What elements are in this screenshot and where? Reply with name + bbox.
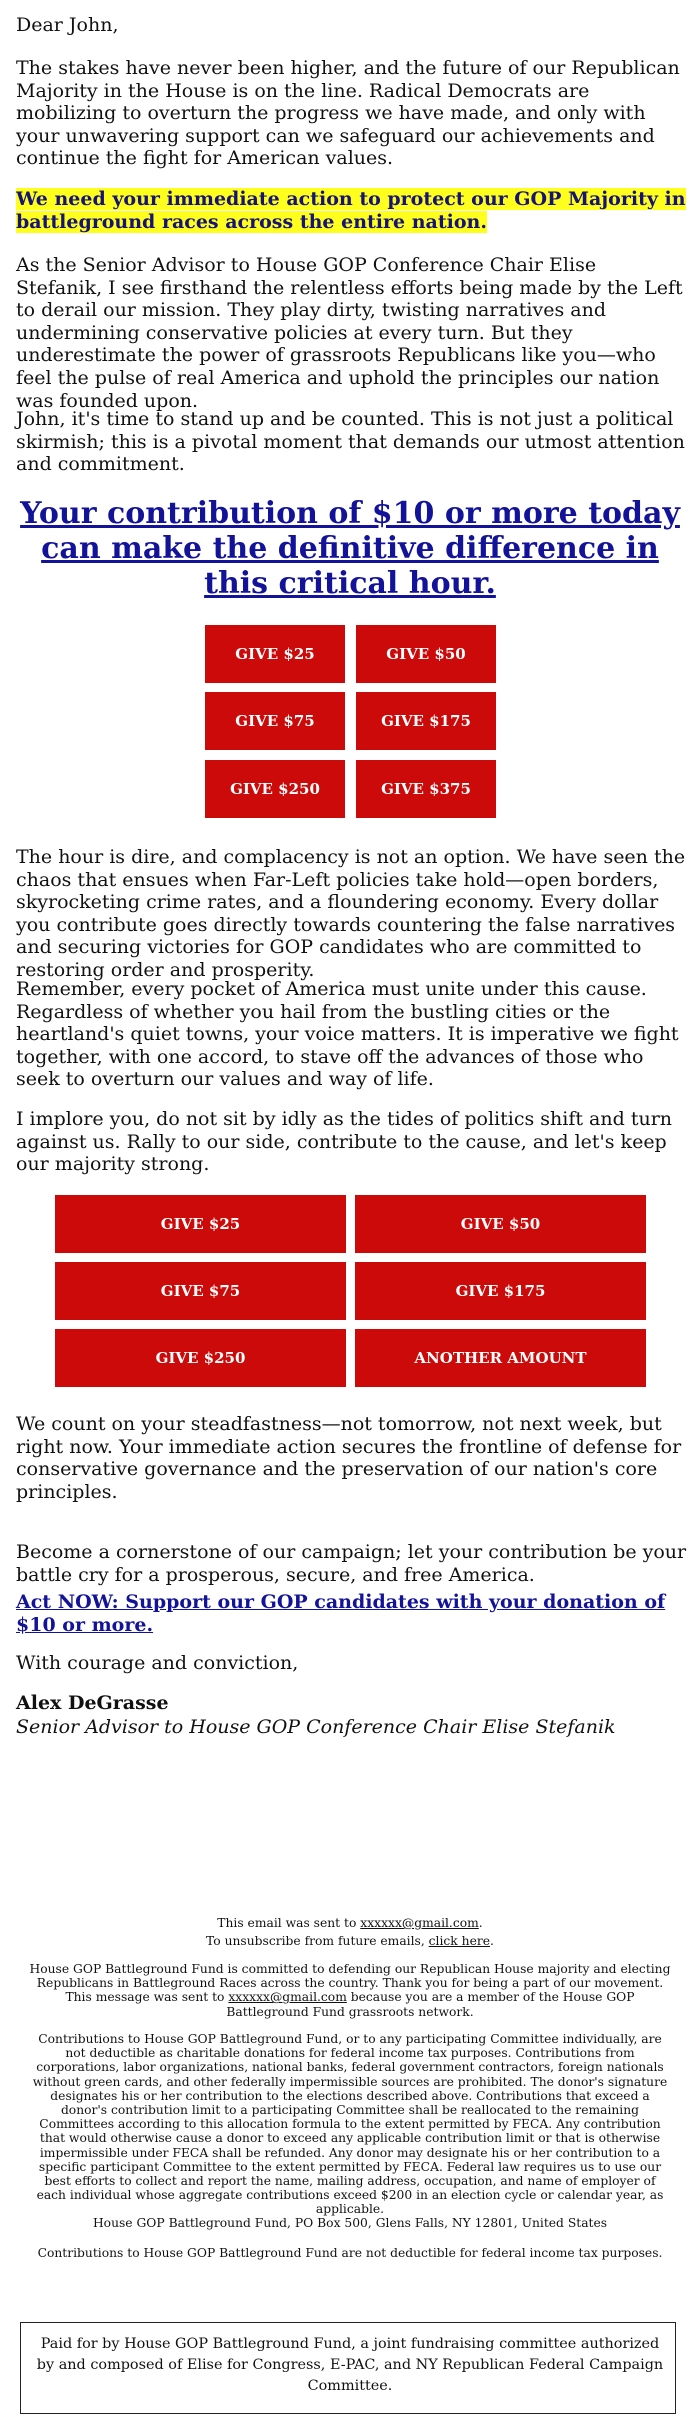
footer-mission-text: House GOP Battleground Fund is committed to defending our Republican House majority and electing Republicans in Battleground Races across the country. Thank you for being a part of our movement. This message was sent to	[29, 1962, 671, 2005]
paragraph-8: Become a cornerstone of our campaign; let your contribution be your battle cry for a prosperous, secure, and free America.	[16, 1541, 687, 1586]
give-375-button[interactable]: GIVE $375	[356, 760, 496, 818]
footer-unsub-prefix: To unsubscribe from future emails,	[206, 1934, 429, 1948]
paragraph-6: I implore you, do not sit by idly as the tides of politics shift and turn against us. Rally to our side, contribute to the cause, and let's keep our majority strong.	[16, 1108, 673, 1176]
give-50-button[interactable]: GIVE $50	[356, 625, 496, 683]
paragraph-2: As the Senior Advisor to House GOP Conference Chair Elise Stefanik, I see firsthand the relentless efforts being made by the Left to derail our mission. They play dirty, twisting narratives and undermining conservative policies at every turn. But they underestimate the power of grassroots Republicans like you—who feel the pulse of real America and uphold the principles our nation was founded upon.	[16, 254, 683, 412]
footer-mission-text-end: because you are a member of the House GOP Battleground Fund grassroots network.	[226, 1990, 635, 2019]
footer-unsub-suffix: .	[490, 1934, 494, 1948]
footer-sent-suffix: .	[478, 1916, 483, 1930]
footer-email-link[interactable]: xxxxxx@gmail.com	[360, 1916, 479, 1930]
paragraph-4: The hour is dire, and complacency is not an option. We have seen the chaos that ensues when Far-Left policies take hold—open borders, skyrocketing crime rates, and a floundering economy. Every dollar you contribute goes directly towards countering the false narratives and securing victories for GOP candidates who are committed to restoring order and prosperity.	[16, 846, 686, 981]
paid-for-text: Paid for by House GOP Battleground Fund, a joint fundraising committee authorized by and composed of Elise for Congress, E-PAC, and NY Republican Federal Campaign Committee.	[36, 2336, 664, 2394]
contribution-headline-link[interactable]: Your contribution of $10 or more today can make the definitive difference in this critical hour.	[20, 496, 680, 601]
signature-name: Alex DeGrasse	[16, 1692, 169, 1714]
act-now-link[interactable]: Act NOW: Support our GOP candidates with your donation of $10 or more.	[16, 1591, 666, 1636]
give-25-button[interactable]: GIVE $25	[205, 625, 345, 683]
give-175-button[interactable]: GIVE $175	[356, 692, 496, 750]
highlight-text: We need your immediate action to protect our GOP Majority in battleground races across the entire nation.	[16, 188, 686, 233]
footer-mission-email-link[interactable]: xxxxxx@gmail.com	[228, 1990, 347, 2005]
footer-mission	[28, 1962, 672, 2019]
footer-address: House GOP Battleground Fund, PO Box 500, Glens Falls, NY 12801, United States	[92, 2216, 608, 2230]
give-75-button-wide[interactable]: GIVE $75	[55, 1262, 346, 1320]
unsubscribe-link[interactable]: click here	[428, 1934, 491, 1948]
paragraph-1: The stakes have never been higher, and the future of our Republican Majority in the House is on the line. Radical Democrats are mobilizing to overturn the progress we have made, and only with your unwavering support can we safeguard our achievements and continue the fight for American values.	[16, 57, 680, 170]
signature-title: Senior Advisor to House GOP Conference Chair Elise Stefanik	[16, 1716, 616, 1738]
give-50-button-wide[interactable]: GIVE $50	[355, 1195, 646, 1253]
another-amount-button[interactable]: ANOTHER AMOUNT	[355, 1329, 646, 1387]
footer-tax-note: Contributions to House GOP Battleground Fund are not deductible for federal income tax purposes.	[37, 2246, 663, 2260]
footer-sent-prefix: This email was sent to	[217, 1916, 361, 1930]
footer-legal: Contributions to House GOP Battleground Fund, or to any participating Committee individually, are not deductible as charitable donations for federal income tax purposes. Contributions from corporations, labor organizations, national banks, federal government contractors, foreign nationals without green cards, and other federally impermissible sources are prohibited. The donor's signature designates his or her contribution to the elections described above. Contributions that exceed a donor's contribution limit to a participating Committee shall be reallocated to the remaining Committees according to this allocation formula to the extent permitted by FECA. Any contribution that would otherwise cause a donor to exceed any applicable contribution limit or that is otherwise impermissible under FECA shall be refunded. Any donor may designate his or her contribution to a specific participant Committee to the extent permitted by FECA. Federal law requires us to use our best efforts to collect and report the name, mailing address, occupation, and name of employer of each individual whose aggregate contributions exceed $200 in an election cycle or calendar year, as applicable.	[32, 2032, 668, 2217]
paragraph-7: We count on your steadfastness—not tomorrow, not next week, but right now. Your immediate action secures the frontline of defense for conservative governance and the preservation of our nation's core principles.	[16, 1413, 682, 1503]
closing: With courage and conviction,	[16, 1652, 299, 1674]
give-250-button-wide[interactable]: GIVE $250	[55, 1329, 346, 1387]
highlight-callout	[16, 188, 688, 233]
greeting: Dear John,	[16, 14, 119, 36]
footer-sent-to	[28, 1916, 672, 1930]
give-25-button-wide[interactable]: GIVE $25	[55, 1195, 346, 1253]
give-250-button[interactable]: GIVE $250	[205, 760, 345, 818]
give-75-button[interactable]: GIVE $75	[205, 692, 345, 750]
paragraph-5: Remember, every pocket of America must unite under this cause. Regardless of whether you hail from the bustling cities or the heartland's quiet towns, your voice matters. It is imperative we fight together, with one accord, to stave off the advances of those who seek to overturn our values and way of life.	[16, 978, 679, 1091]
give-175-button-wide[interactable]: GIVE $175	[355, 1262, 646, 1320]
footer-unsubscribe	[28, 1934, 672, 1948]
paragraph-3: John, it's time to stand up and be counted. This is not just a political skirmish; this is a pivotal moment that demands our utmost attention and commitment.	[16, 408, 685, 476]
